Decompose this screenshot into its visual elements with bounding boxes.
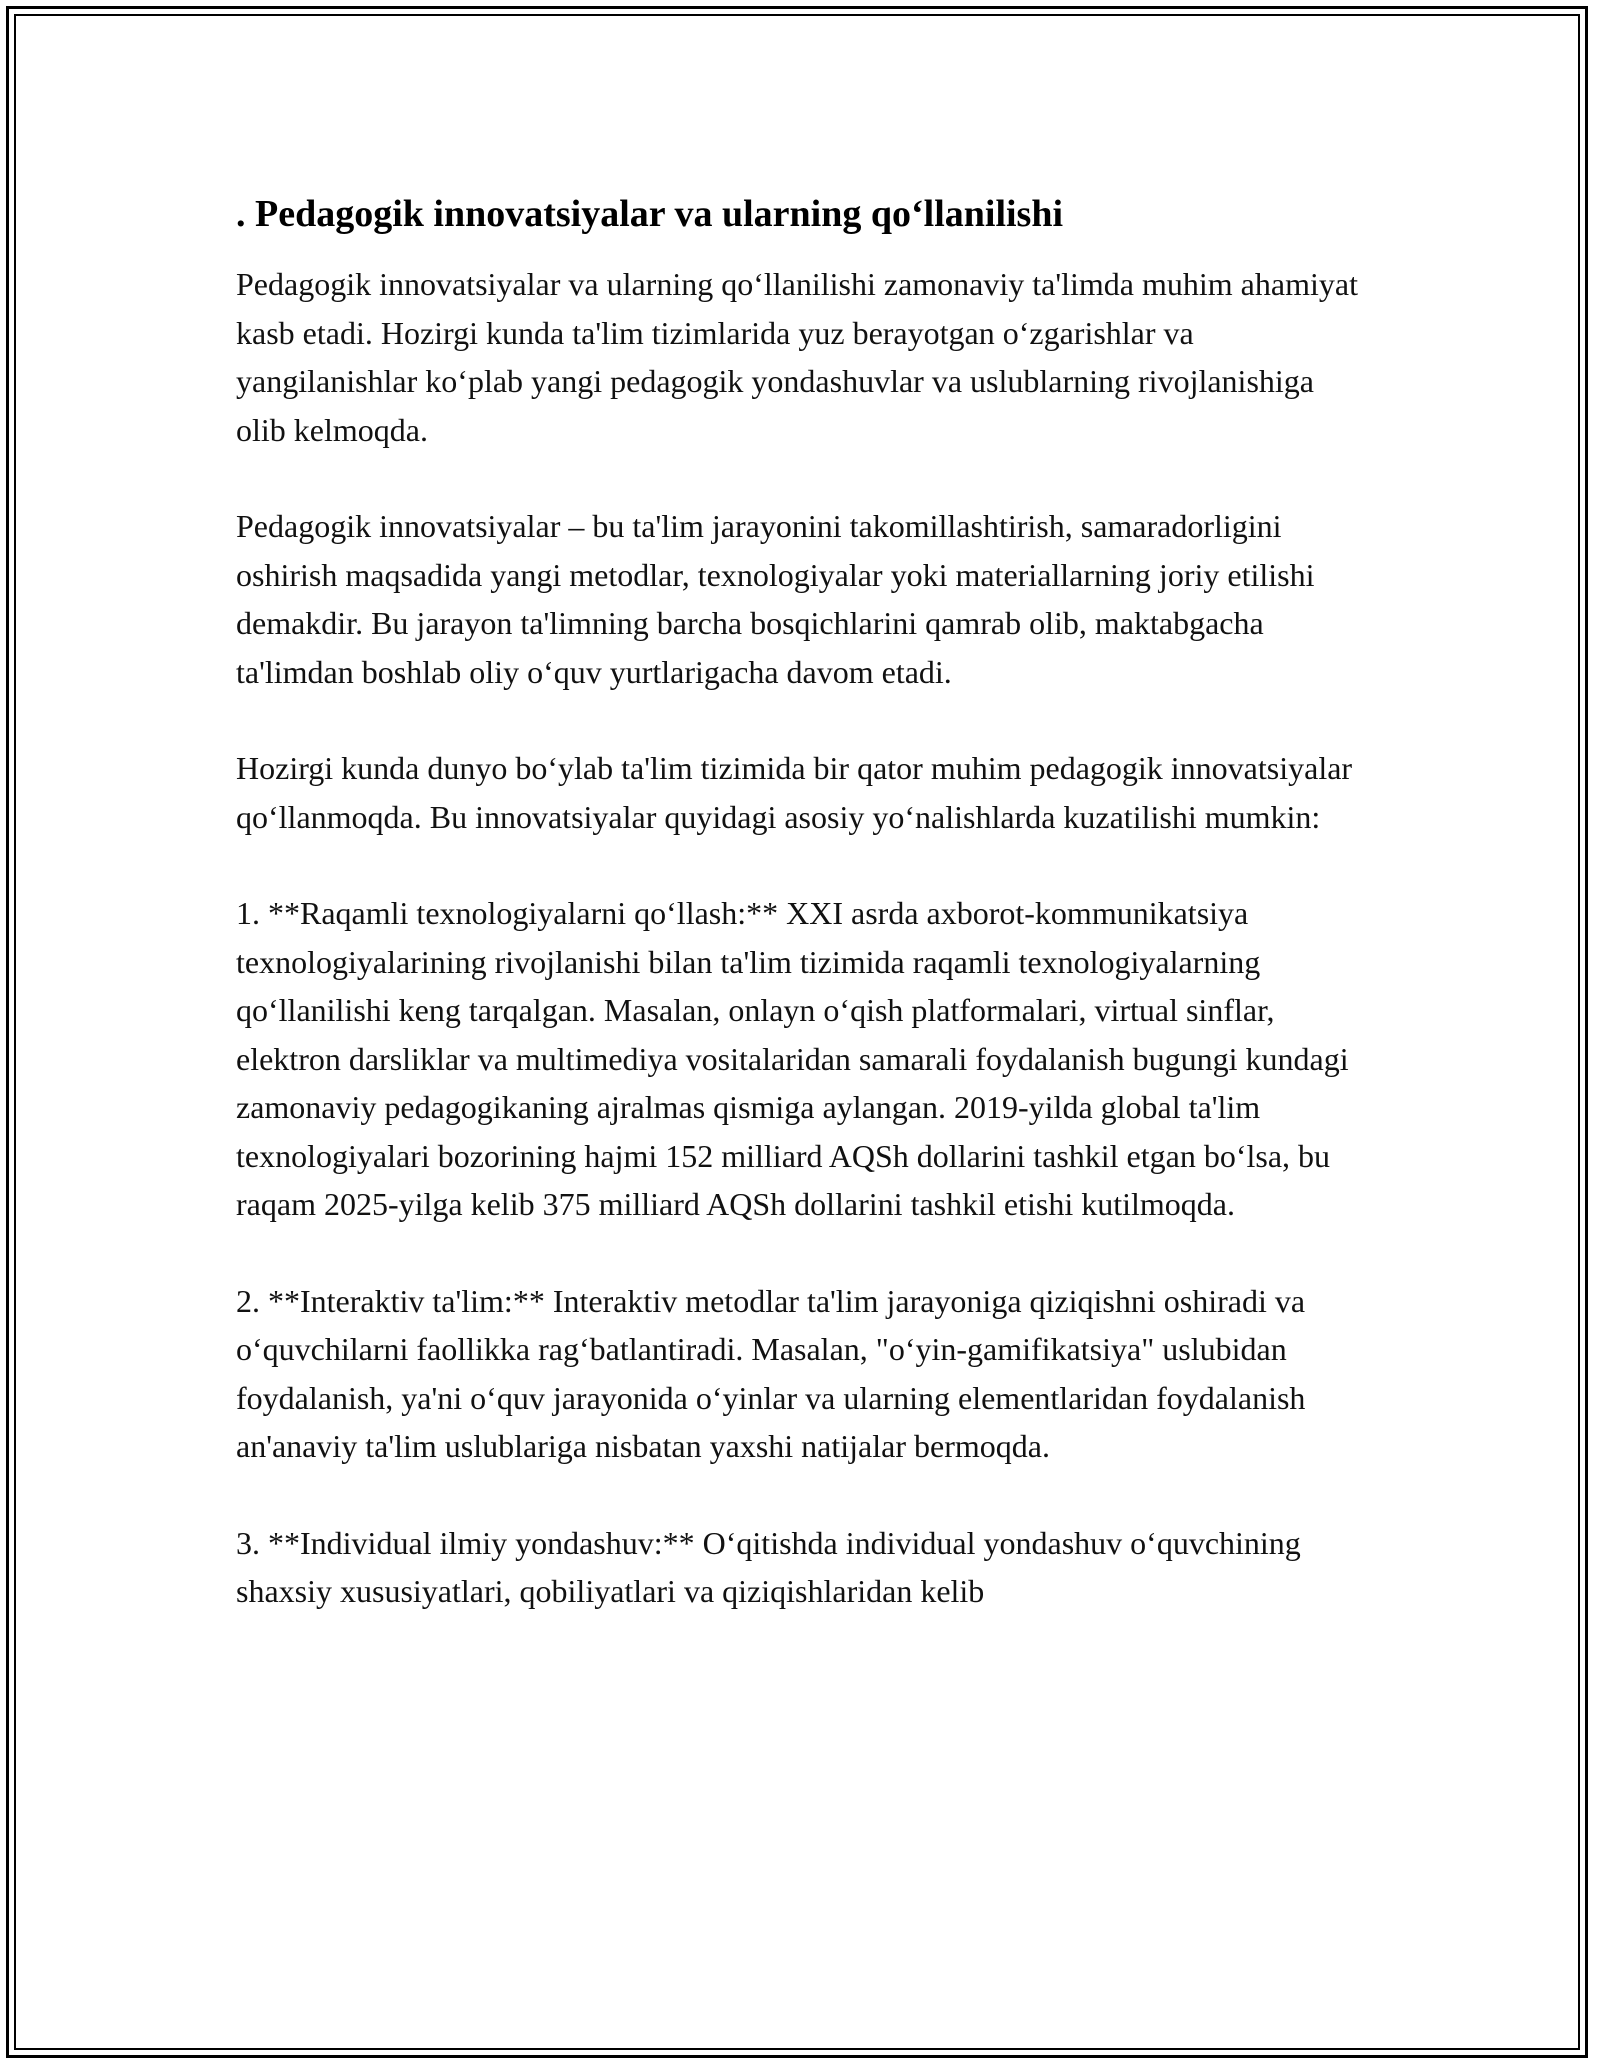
document-body [236, 186, 1366, 1664]
list-item-individual-approach: 3. **Individual ilmiy yondashuv:** O‘qitishda individual yondashuv o‘quvchining shaxsiy xususiyatlari, qobiliyatlari va qiziqishlaridan kelib [236, 1524, 1301, 1609]
list-item-interactive-learning: 2. **Interaktiv ta'lim:** Interaktiv metodlar ta'lim jarayoniga qiziqishni oshiradi va o‘quvchilarni faollikka rag‘batlantiradi. Masalan, "o‘yin-gamifikatsiya" uslubidan foydalanish, ya'ni o‘quv jarayonida o‘yinlar va ularning elementlaridan foydalanish an'anaviy ta'lim uslublariga nisbatan yaxshi natijalar bermoqda. [236, 1282, 1306, 1464]
list-item-digital-technologies: 1. **Raqamli texnologiyalarni qo‘llash:** XXI asrda axborot-kommunikatsiya texnologiyalarining rivojlanishi bilan ta'lim tizimida raqamli texnologiyalarning qo‘llanilishi keng tarqalgan. Masalan, onlayn o‘qish platformalari, virtual sinflar, elektron darsliklar va multimediya vositalaridan samarali foydalanish bugungi kundagi zamonaviy pedagogikaning ajralmas qismiga aylangan. 2019-yilda global ta'lim texnologiyalari bozorining hajmi 152 milliard AQSh dollarini tashkil etgan bo‘lsa, bu raqam 2025-yilga kelib 375 milliard AQSh dollarini tashkil etishi kutilmoqda. [236, 895, 1349, 1222]
section-heading: . Pedagogik innovatsiyalar va ularning qo‘llanilishi [236, 193, 1064, 235]
paragraph-definition: Pedagogik innovatsiyalar – bu ta'lim jarayonini takomillashtirish, samaradorligini oshirish maqsadida yangi metodlar, texnologiyalar yoki materiallarning joriy etilishi demakdir. Bu jarayon ta'limning barcha bosqichlarini qamrab olib, maktabgacha ta'limdan boshlab oliy o‘quv yurtlarigacha davom etadi. [236, 508, 1315, 690]
paragraph-directions: Hozirgi kunda dunyo bo‘ylab ta'lim tizimida bir qator muhim pedagogik innovatsiyalar qo‘llanmoqda. Bu innovatsiyalar quyidagi asosiy yo‘nalishlarda kuzatilishi mumkin: [236, 750, 1353, 835]
paragraph-intro: Pedagogik innovatsiyalar va ularning qo‘llanilishi zamonaviy ta'limda muhim ahamiyat kasb etadi. Hozirgi kunda ta'lim tizimlarida yuz berayotgan o‘zgarishlar va yangilanishlar ko‘plab yangi pedagogik yondashuvlar va uslublarning rivojlanishiga olib kelmoqda. [236, 266, 1358, 448]
